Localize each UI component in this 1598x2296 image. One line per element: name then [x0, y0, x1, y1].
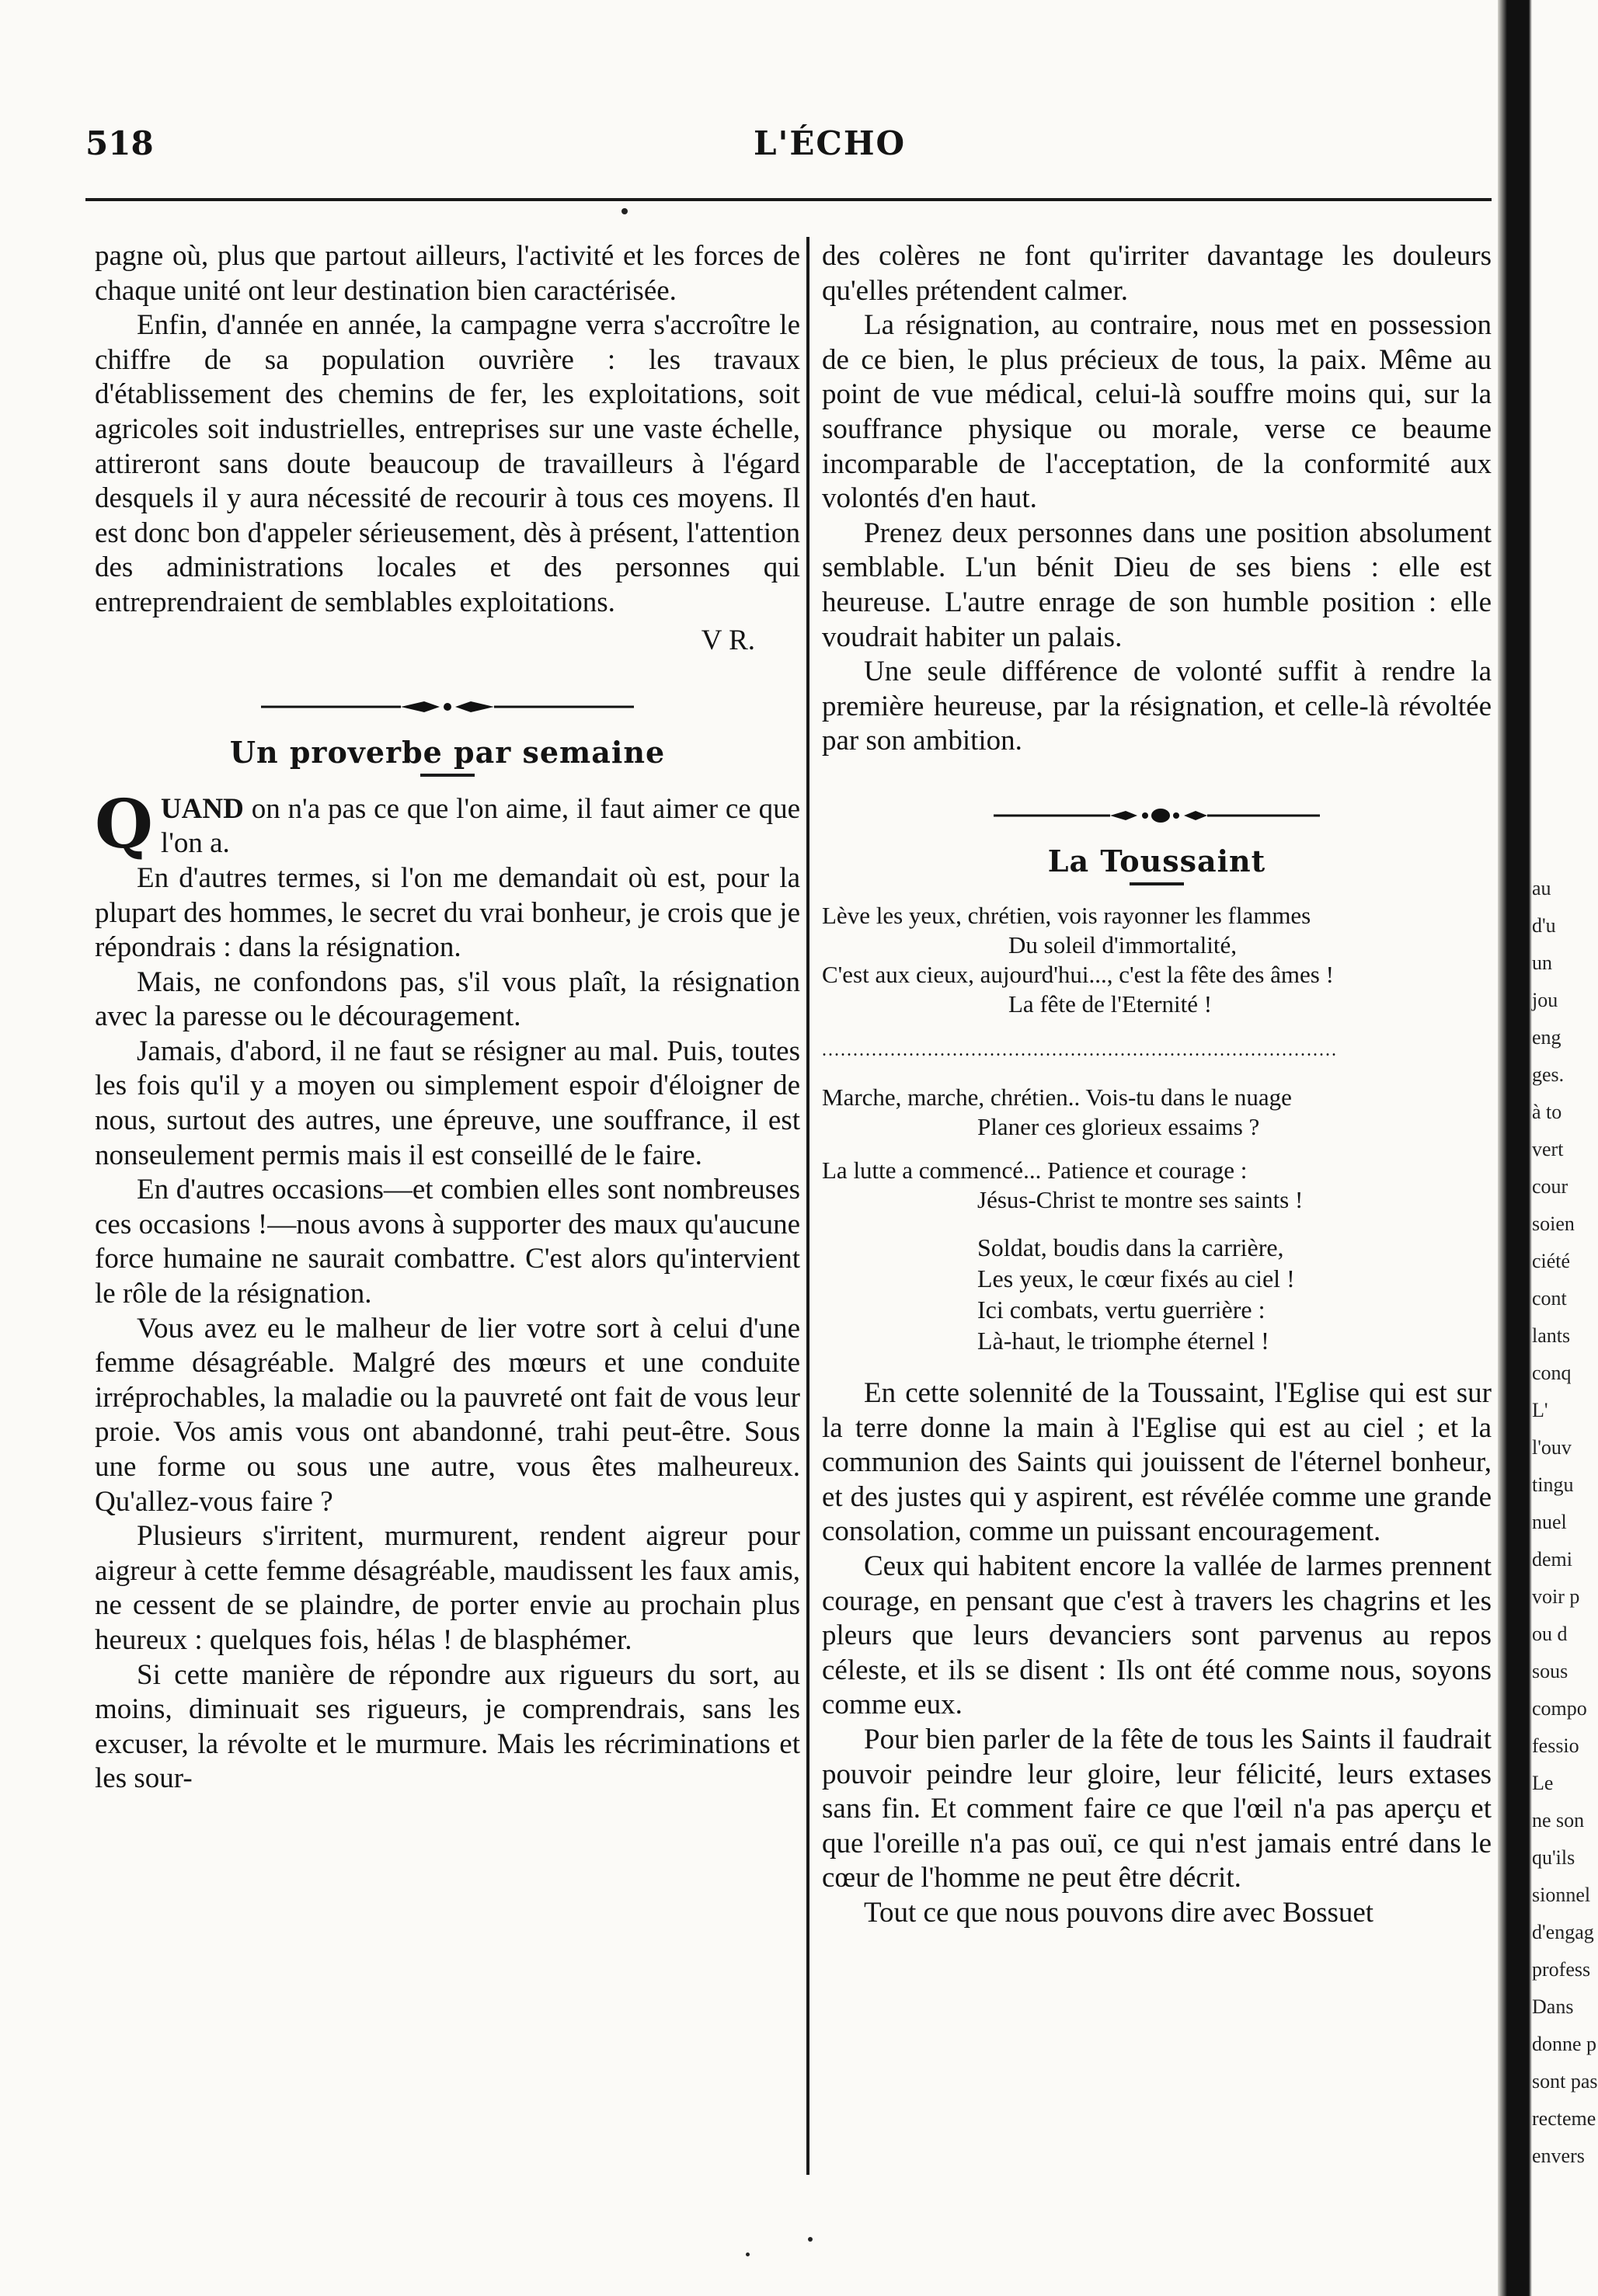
- fragment-line: nuel: [1532, 1511, 1567, 1533]
- poem-stanza: [822, 1232, 1492, 1356]
- poem-line: La fête de l'Eternité !: [1008, 990, 1213, 1018]
- body-paragraph: Tout ce que nous pouvons dire avec Bossuet: [864, 1897, 1374, 1929]
- fragment-line: sont pas: [1532, 2070, 1598, 2092]
- fragment-line: compo: [1532, 1697, 1587, 1720]
- poem-line: Planer ces glorieux essaims ?: [977, 1113, 1260, 1141]
- header-rule: [85, 198, 1492, 201]
- title-underline: [1130, 882, 1184, 885]
- right-column: [822, 239, 1492, 1931]
- fragment-line: cour: [1532, 1175, 1568, 1198]
- page-number: 518: [85, 124, 154, 162]
- fragment-line: au: [1532, 877, 1551, 899]
- fragment-line: à to: [1532, 1101, 1562, 1123]
- body-paragraph: En d'autres termes, si l'on me demandait où est, pour la plupart des hommes, le secret du vrai bonheur, je crois que je répondrais : dans la résignation.: [95, 861, 800, 964]
- fragment-line: d'engag: [1532, 1921, 1594, 1943]
- fragment-line: profess: [1532, 1958, 1591, 1981]
- fragment-line: demi: [1532, 1548, 1572, 1571]
- poem-line: La lutte a commencé... Patience et courage :: [822, 1157, 1248, 1185]
- body-paragraph: Vous avez eu le malheur de lier votre sort à celui d'une femme désagréable. Malgré des mœurs et une conduite irréprochables, la maladie ou la pauvreté ont fait de vous leur proie. Vos amis vous ont abandonné, trahi peut-être. Sous une forme ou sous une autre, vous êtes malheureux. Qu'allez-vous faire ?: [95, 1312, 800, 1518]
- journal-title: L'ÉCHO: [754, 124, 907, 162]
- body-paragraph: Jamais, d'abord, il ne faut se résigner au mal. Puis, toutes les fois qu'il y a moyen ou simplement espoir d'éloigner de nous, surtout des autres, une épreuve, une souffrance, il est nonseulement permis mais il est conseillé de le faire.: [95, 1035, 800, 1171]
- proverb-text: on n'a pas ce que l'on aime, il faut aimer ce que l'on a.: [160, 792, 801, 860]
- left-column: [95, 239, 800, 1797]
- fragment-line: ciété: [1532, 1250, 1571, 1272]
- poem-line: Les yeux, le cœur fixés au ciel !: [977, 1265, 1295, 1293]
- fragment-line: ges.: [1532, 1063, 1565, 1086]
- fragment-line: Le: [1532, 1772, 1554, 1794]
- poem-stanza: [822, 901, 1492, 1019]
- poem-line: Là-haut, le triomphe éternel !: [977, 1327, 1269, 1355]
- poem-line: Ici combats, vertu guerrière :: [977, 1296, 1266, 1324]
- dropcap-continuation: UAND: [160, 792, 244, 825]
- fragment-line: voir p: [1532, 1585, 1580, 1608]
- fragment-line: sionnel: [1532, 1884, 1591, 1906]
- fragment-line: un: [1532, 951, 1552, 974]
- fragment-line: donne p: [1532, 2033, 1597, 2055]
- fragment-line: cont: [1532, 1287, 1567, 1310]
- fragment-line: jou: [1532, 989, 1558, 1011]
- proverb-paragraph: [95, 784, 801, 864]
- poem-stanza: [822, 1083, 1492, 1142]
- poem-line: Jésus-Christ te montre ses saints !: [977, 1186, 1304, 1214]
- intro-paragraph: pagne où, plus que partout ailleurs, l'activité et les forces de chaque unité ont leur destination bien caractérisée.: [95, 240, 800, 307]
- fragment-line: ne son: [1532, 1809, 1585, 1832]
- body-paragraph: Plusieurs s'irritent, murmurent, rendent aigreur pour aigreur à cette femme désagréable, maudissent les faux amis, ne cessent de se plaindre, de porter envie au prochain plus heureux : quelques fois, hélas ! de blasphémer.: [95, 1520, 800, 1656]
- poem-line: Lève les yeux, chrétien, vois rayonner les flammes: [822, 901, 1311, 929]
- scan-speck: [621, 208, 628, 214]
- fragment-line: fessio: [1532, 1734, 1579, 1757]
- body-paragraph: En cette solennité de la Toussaint, l'Eglise qui est sur la terre donne la main à l'Eglise qui est au ciel ; et la communion des Saints qui jouissent de l'éternel bonheur, et des justes qui y aspirent, est révélée comme une grande consolation, comme un puissant encouragement.: [822, 1377, 1492, 1548]
- poem-line: C'est aux cieux, aujourd'hui..., c'est la fête des âmes !: [822, 960, 1334, 988]
- article-signature: V R.: [701, 624, 755, 656]
- body-paragraph: La résignation, au contraire, nous met en possession de ce bien, le plus précieux de tous, la paix. Même au point de vue médical, celui-là souffre moins qui, sur la souffrance physique ou morale, verse ce beaume incomparable de l'acceptation, de la conformité aux volontés d'en haut.: [822, 309, 1492, 515]
- body-paragraph: En d'autres occasions—et combien elles sont nombreuses ces occasions !—nous avons à supporter des maux qu'aucune force humaine ne saurait combattre. C'est alors qu'intervient le rôle de la résignation.: [95, 1174, 800, 1310]
- fragment-line: eng: [1532, 1026, 1561, 1049]
- fragment-line: qu'ils: [1532, 1846, 1575, 1869]
- section-ornament: [994, 805, 1320, 826]
- fragment-line: Dans: [1532, 1995, 1574, 2018]
- fragment-line: recteme: [1532, 2107, 1596, 2130]
- fragment-line: sous: [1532, 1660, 1568, 1682]
- scan-speck: [746, 2253, 750, 2256]
- fragment-line: L': [1532, 1399, 1548, 1421]
- fragment-line: l'ouv: [1532, 1436, 1572, 1459]
- scan-speck: [808, 2237, 813, 2242]
- next-page-fragments: [1532, 870, 1598, 2175]
- section-title-proverbe: Un proverbe par semaine: [229, 735, 666, 771]
- page-header: [78, 124, 1492, 171]
- dotted-separator: ...................................................................................: [822, 1039, 1338, 1060]
- title-underline: [420, 774, 475, 777]
- intro-paragraph: Enfin, d'année en année, la campagne verra s'accroître le chiffre de sa population ouvrière : les travaux d'établissement des chemins de fer, les exploitations, soit agricoles soit industrielles, entreprises sur une vaste échelle, attireront sans doute beaucoup de travailleurs à l'égard desquels il y aura nécessité de recourir à tous ces moyens. Il est donc bon d'appeler sérieusement, dès à présent, l'attention des administrations locales et des personnes qui entreprendraient de semblables exploitations.: [95, 309, 800, 618]
- fragment-line: envers: [1532, 2145, 1585, 2167]
- fragment-line: ou d: [1532, 1623, 1568, 1645]
- body-paragraph: Mais, ne confondons pas, s'il vous plaît, la résignation avec la paresse ou le découragement.: [95, 965, 800, 1033]
- poem-line: Soldat, boudis dans la carrière,: [977, 1233, 1284, 1262]
- fragment-line: tingu: [1532, 1473, 1574, 1496]
- body-paragraph: Pour bien parler de la fête de tous les Saints il faudrait pouvoir peindre leur gloire, leur félicité, leurs extases sans fin. Et comment faire ce que l'œil n'a pas aperçu et que l'oreille n'a pas ouï, ce qui n'est jamais entré dans le cœur de l'homme ne peut être décrit.: [822, 1724, 1492, 1894]
- body-paragraph: Une seule différence de volonté suffit à rendre la première heureuse, par la résignation, et celle-là révoltée par son ambition.: [822, 656, 1492, 757]
- poem-stanza: [822, 1156, 1492, 1215]
- fragment-line: vert: [1532, 1138, 1564, 1160]
- column-divider: [806, 237, 809, 2175]
- poem-line: Marche, marche, chrétien.. Vois-tu dans le nuage: [822, 1084, 1292, 1111]
- fragment-line: lants: [1532, 1324, 1571, 1347]
- fragment-line: conq: [1532, 1362, 1572, 1384]
- body-paragraph: Prenez deux personnes dans une position absolument semblable. L'un bénit Dieu de ses biens : elle est heureuse. L'autre enrage de son humble position : elle voudrait habiter un palais.: [822, 517, 1492, 653]
- body-paragraph: Ceux qui habitent encore la vallée de larmes prennent courage, en pensant que c'est à travers les chagrins et les pleurs que leurs devanciers sont parvenus au repos céleste, et ils se disent : Ils ont été comme nous, soyons comme eux.: [822, 1550, 1492, 1721]
- poem-line: Du soleil d'immortalité,: [1008, 931, 1238, 958]
- body-paragraph: Si cette manière de répondre aux rigueurs du sort, au moins, diminuait ses rigueurs, je comprendrais, sans les excuser, la révolte et le murmure. Mais les récriminations et les sour-: [95, 1658, 800, 1795]
- section-title-toussaint: La Toussaint: [1047, 843, 1266, 878]
- drop-cap: Q: [95, 784, 153, 864]
- body-paragraph: des colères ne font qu'irriter davantage les douleurs qu'elles prétendent calmer.: [822, 240, 1492, 307]
- section-ornament: [261, 697, 634, 717]
- fragment-line: soien: [1532, 1212, 1575, 1235]
- fragment-line: d'u: [1532, 914, 1556, 937]
